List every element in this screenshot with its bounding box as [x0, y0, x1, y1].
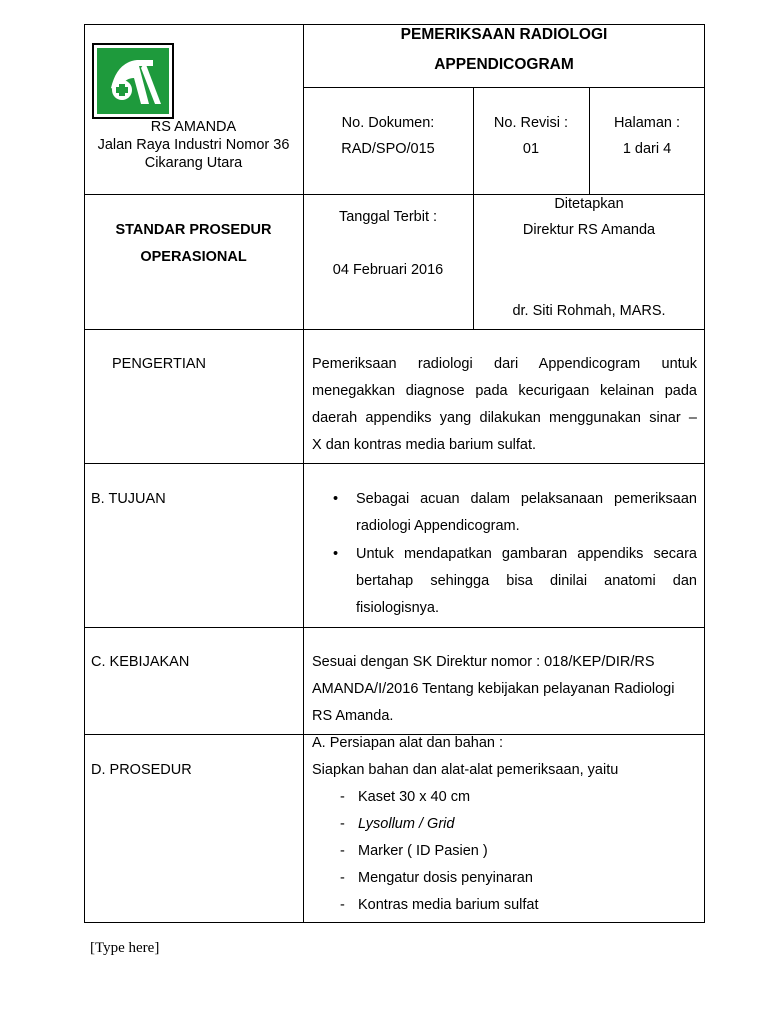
signatory-name: dr. Siti Rohmah, MARS. [512, 303, 666, 319]
prosedur-item: Mengatur dosis penyinaran [358, 870, 533, 886]
prosedur-intro: Siapkan bahan dan alat-alat pemeriksaan, yaitu [312, 762, 619, 778]
org-name: RS AMANDA [150, 119, 237, 135]
kebijakan-line: RS Amanda. [312, 708, 394, 724]
revision-value: 01 [522, 141, 540, 157]
dash-icon: - [340, 843, 345, 859]
tujuan-item-line: radiologi Appendicogram. [356, 518, 520, 534]
dash-icon: - [340, 870, 345, 886]
approved-by: Direktur RS Amanda [522, 222, 656, 238]
pengertian-line: X dan kontras media barium sulfat. [312, 437, 537, 453]
title-divider [303, 87, 705, 88]
hospital-logo-icon [97, 48, 169, 114]
prosedur-item: Lysollum / Grid [358, 816, 455, 832]
pengertian-line: menegakkan diagnose pada kecurigaan kelainan pada [312, 383, 697, 399]
bullet-icon: • [333, 546, 339, 562]
row-divider-pengertian [84, 463, 705, 464]
row-divider-tujuan [84, 627, 705, 628]
prosedur-item: Marker ( ID Pasien ) [358, 843, 488, 859]
dash-icon: - [340, 897, 345, 913]
kebijakan-line: Sesuai dengan SK Direktur nomor : 018/KEP/DIR/RS [312, 654, 655, 670]
doc-number-label: No. Dokumen: [341, 115, 435, 131]
dash-icon: - [340, 789, 345, 805]
org-address-line1: Jalan Raya Industri Nomor 36 [97, 137, 290, 153]
pengertian-line: daerah appendiks yang dilakukan menggunakan sinar – [312, 410, 697, 426]
prosedur-item: Kontras media barium sulfat [358, 897, 539, 913]
page-value: 1 dari 4 [622, 141, 672, 157]
issue-date-label: Tanggal Terbit : [338, 209, 438, 225]
tujuan-item-line: fisiologisnya. [356, 600, 440, 616]
tujuan-label: B. TUJUAN [91, 491, 166, 507]
prosedur-item: Kaset 30 x 40 cm [358, 789, 471, 805]
tujuan-item-line: bertahap sehingga bisa dinilai anatomi dan [356, 573, 697, 589]
approved-label: Ditetapkan [554, 196, 624, 212]
page-footer: [Type here] [90, 940, 160, 956]
org-address-line2: Cikarang Utara [144, 155, 243, 171]
sop-title-line1: STANDAR PROSEDUR [115, 222, 272, 238]
dash-icon: - [340, 816, 345, 832]
pengertian-label: PENGERTIAN [112, 356, 207, 372]
kebijakan-label: C. KEBIJAKAN [91, 654, 190, 670]
document-title-line2: APPENDICOGRAM [434, 56, 574, 73]
issue-date-value: 04 Februari 2016 [332, 262, 444, 278]
sop-title-line2: OPERASIONAL [140, 249, 247, 265]
tujuan-item-line: Sebagai acuan dalam pelaksanaan pemeriksaan [356, 491, 697, 507]
pengertian-line: Pemeriksaan radiologi dari Appendicogram untuk [312, 356, 697, 372]
kebijakan-line: AMANDA/I/2016 Tentang kebijakan pelayanan Radiologi [312, 681, 675, 697]
hospital-logo [92, 43, 174, 119]
row-divider-sop [84, 329, 705, 330]
doc-number-value: RAD/SPO/015 [341, 141, 435, 157]
revision-label: No. Revisi : [493, 115, 569, 131]
tujuan-item-line: Untuk mendapatkan gambaran appendiks secara [356, 546, 697, 562]
bullet-icon: • [333, 491, 339, 507]
document-title-line1: PEMERIKSAAN RADIOLOGI [400, 26, 608, 43]
prosedur-subheading: A. Persiapan alat dan bahan : [312, 735, 504, 751]
prosedur-label: D. PROSEDUR [91, 762, 192, 778]
page-label: Halaman : [613, 115, 681, 131]
